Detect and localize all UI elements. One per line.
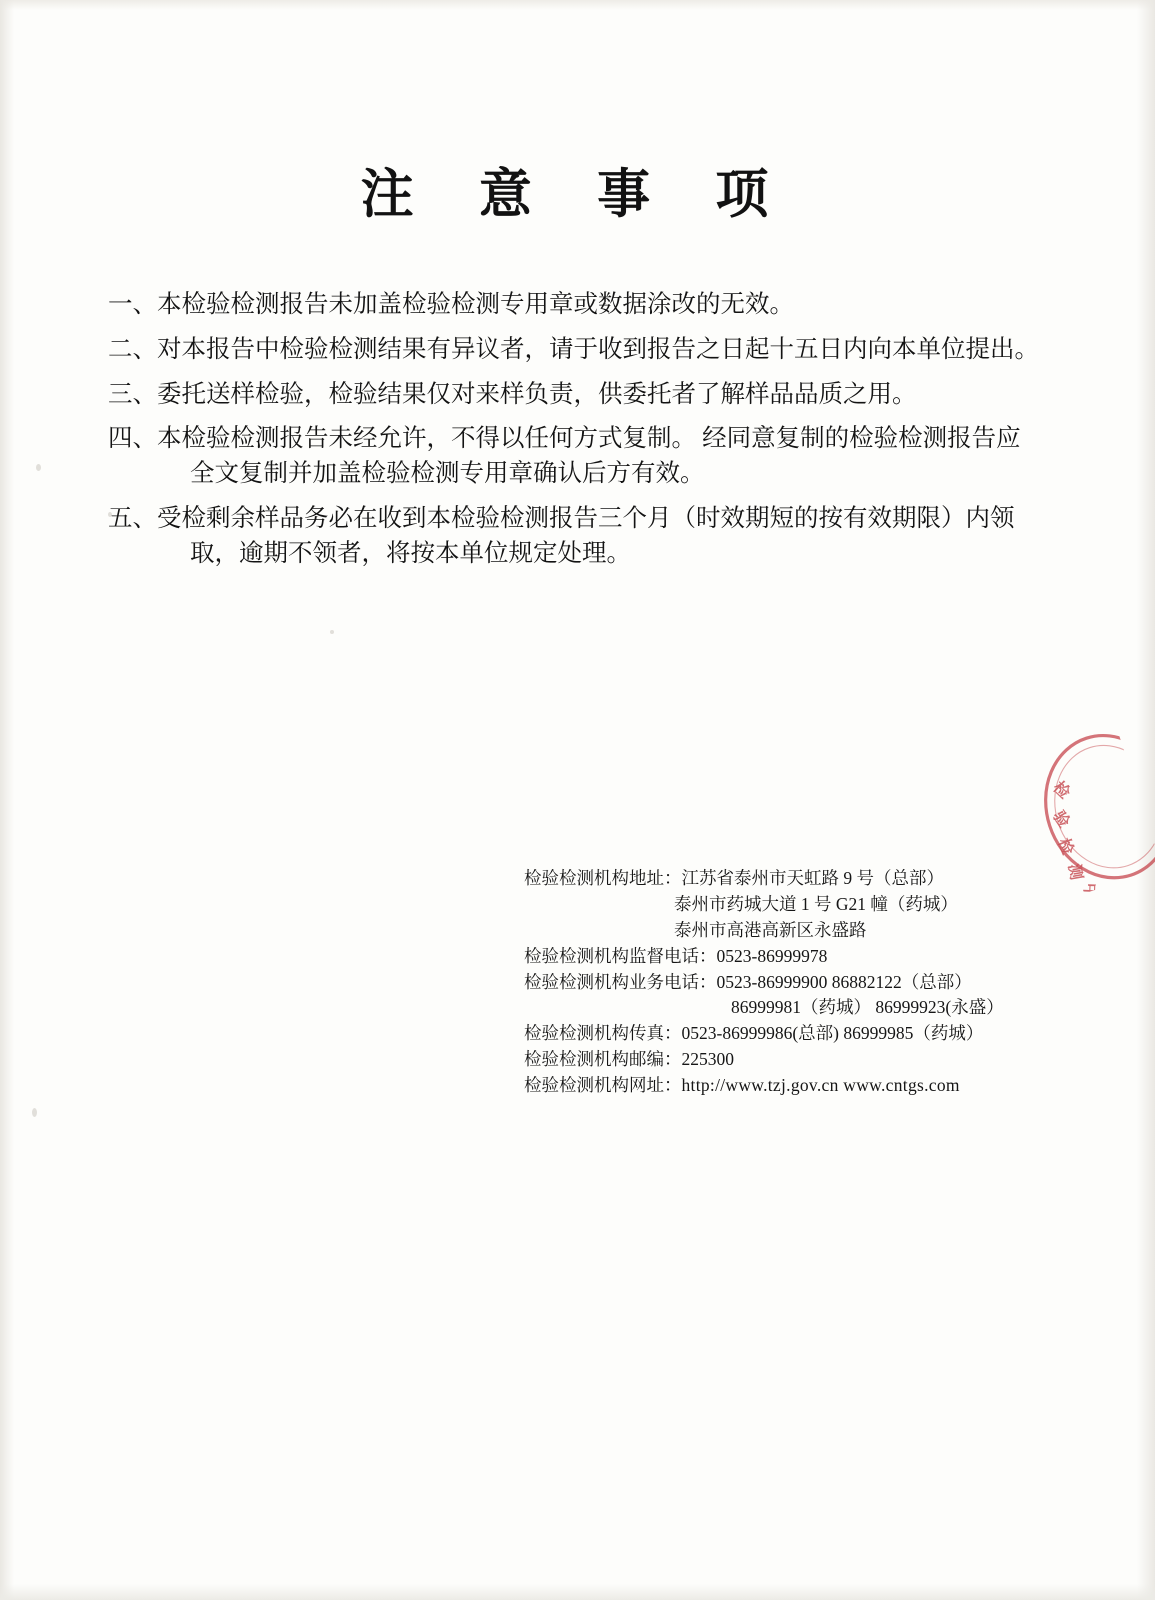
contact-info-block [524,866,1004,1099]
website-value: http://www.tzj.gov.cn www.cntgs.com [681,1075,960,1096]
scan-edge-left [0,0,14,1600]
list-item-number: 四、 [108,425,157,453]
list-item [108,502,1043,572]
svg-text:检: 检 [1049,778,1073,803]
address-value-1: 江苏省泰州市天虹路 9 号（总部） [681,868,944,888]
list-item [108,378,1043,413]
scan-edge-right [1137,0,1155,1600]
list-item [108,288,1043,323]
list-item-text: 受检剩余样品务必在收到本检验检测报告三个月（时效期短的按有效期限）内领 [157,504,1015,532]
supervision-phone-line: 检验检测机构监督电话：0523-86999978 [524,945,828,966]
scan-speck [36,464,41,471]
svg-text:测: 测 [1064,862,1085,882]
svg-text:中: 中 [1080,882,1099,900]
scan-edge-top [0,0,1155,10]
notice-list [108,288,1043,581]
address-line-2: 泰州市药城大道 1 号 G21 幢（药城） [674,893,958,914]
list-item [108,422,1043,492]
address-line-3: 泰州市高港高新区永盛路 [674,919,867,940]
website-label: 检验检测机构网址： [524,1075,682,1096]
list-item-text: 本检验检测报告未加盖检验检测专用章或数据涂改的无效。 [157,291,794,318]
postcode-line: 检验检测机构邮编：225300 [524,1049,734,1070]
list-item-text: 委托送样检验，检验结果仅对来样负责，供委托者了解样品品质之用。 [157,380,917,408]
list-item-number: 一、 [108,291,157,318]
list-item-text-continued: 全文复制并加盖检验检测专用章确认后方有效。 [190,460,705,488]
inspection-seal-fragment [1004,725,1155,904]
page-title: 注 意 事 项 [360,166,795,224]
business-phone-line-2: 86999981（药城） 86999923(永盛） [731,997,1004,1018]
scan-edge-bottom [0,1584,1155,1600]
svg-text:检: 检 [1054,836,1076,858]
address-line-1 [524,866,994,892]
business-phone-line: 检验检测机构业务电话：0523-86999900 86882122（总部） [524,971,972,992]
address-label: 检验检测机构地址： [524,868,682,888]
list-item-text-continued: 取，逾期不领者，将按本单位规定处理。 [190,539,631,567]
list-item-number: 二、 [108,335,157,363]
website-line [524,1073,994,1099]
list-item [108,333,1043,368]
list-item-text: 对本报告中检验检测结果有异议者，请于收到报告之日起十五日内向本单位提出。 [157,335,1039,363]
list-item-text: 本检验检测报告未经允许，不得以任何方式复制。 经同意复制的检验检测报告应 [157,425,1021,453]
svg-text:验: 验 [1049,808,1073,831]
list-item-number: 五、 [108,504,157,532]
list-item-number: 三、 [108,380,157,408]
scan-speck [32,1108,37,1117]
scan-speck [330,630,334,634]
fax-line: 检验检测机构传真：0523-86999986(总部) 86999985（药城） [524,1023,984,1044]
